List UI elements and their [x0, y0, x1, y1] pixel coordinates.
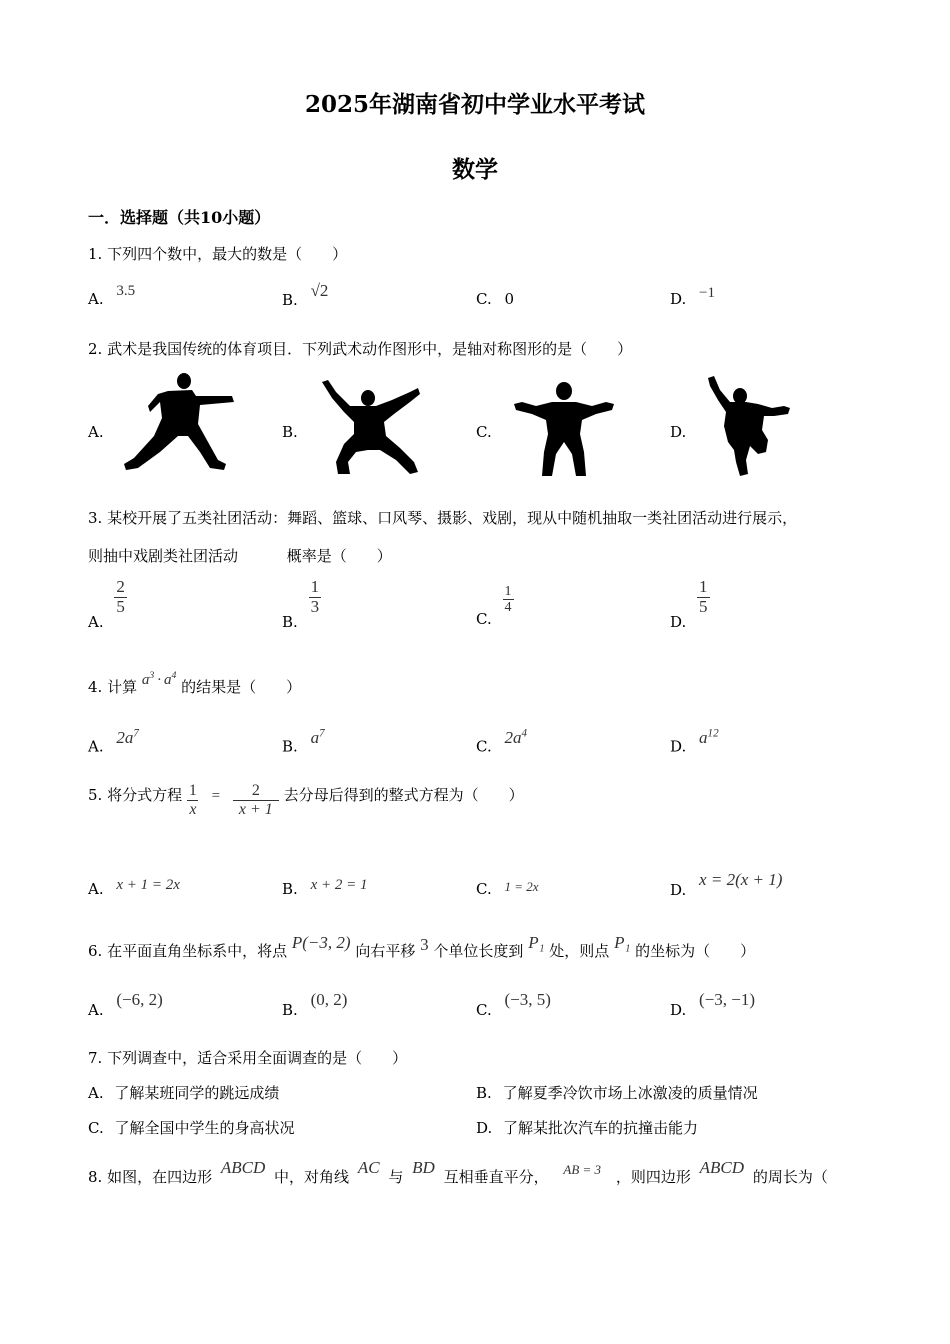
point-p1: P₁	[614, 933, 631, 952]
stem-part: ，则四边形	[615, 1168, 691, 1186]
option-label: B.	[282, 1001, 298, 1019]
stem-part: 中，对角线	[274, 1168, 350, 1186]
option-value: x = 2(x + 1)	[699, 870, 783, 889]
exponent: 4	[521, 727, 528, 739]
numerator: 1	[504, 584, 512, 599]
quadrilateral-name: ABCD	[699, 1158, 745, 1177]
option-label: A.	[88, 1084, 104, 1102]
stem-part: 则抽中戏剧类社团活动	[88, 547, 239, 565]
q2-option-c-label: C.	[476, 423, 492, 441]
question-4-stem	[88, 670, 302, 697]
stem-part: 的坐标为（ ）	[635, 942, 756, 960]
denominator: 5	[699, 596, 708, 616]
denominator: 4	[504, 600, 512, 616]
option-label: C.	[476, 880, 492, 898]
quadrilateral-name: ABCD	[220, 1158, 266, 1177]
question-2-stem: 2. 武术是我国传统的体育项目．下列武术动作图形中，是轴对称图形的是（ ）	[88, 340, 633, 358]
option-value	[699, 728, 719, 747]
fraction	[309, 578, 322, 616]
option-label: C.	[476, 609, 492, 628]
option-label: C.	[476, 1001, 492, 1019]
question-3-stem-line1: 3. 某校开展了五类社团活动：舞蹈、篮球、口风琴、摄影、戏剧，现从中随机抽取一类社团活动进行展示，	[88, 509, 798, 527]
subject-title: 数学	[452, 156, 498, 183]
denominator: 3	[310, 596, 320, 616]
stem-part: 处，则点	[549, 942, 610, 960]
option-value: 1 = 2x	[504, 879, 539, 894]
option-label: D.	[476, 1119, 493, 1137]
q4-option-b	[282, 727, 325, 757]
option-label: A.	[88, 613, 104, 632]
numerator: 2	[116, 577, 125, 596]
exponent: 3	[149, 670, 155, 681]
option-label: B.	[282, 291, 298, 309]
question-7-stem: 7. 下列调查中，适合采用全面调查的是（ ）	[88, 1049, 408, 1067]
q2-option-a-label: A.	[88, 423, 104, 441]
q5-option-a	[88, 877, 180, 899]
q2-option-b-label: B.	[282, 423, 298, 441]
question-6-stem	[88, 933, 756, 961]
stem-part: 8. 如图，在四边形	[88, 1168, 213, 1186]
q2-option-d-label: D.	[670, 423, 687, 441]
coefficient: 2	[116, 727, 125, 747]
option-label: D.	[670, 1001, 687, 1019]
stem-part: 5. 将分式方程	[88, 786, 183, 805]
option-label: C.	[88, 1119, 104, 1137]
option-label: C.	[476, 737, 492, 756]
option-label: D.	[670, 290, 687, 308]
equals-sign: =	[211, 788, 221, 805]
option-label: B.	[282, 613, 298, 632]
exam-title: 2025年湖南省初中学业水平考试	[304, 91, 645, 118]
stem-part: 向右平移	[355, 942, 416, 960]
question-3-stem-line2	[88, 545, 392, 566]
base: a	[141, 672, 150, 688]
q1-option-d	[670, 285, 716, 309]
exponent: 7	[133, 727, 139, 739]
q6-option-b	[282, 990, 348, 1020]
stem-part: 4. 计算	[88, 678, 138, 696]
fraction	[114, 578, 127, 616]
martial-arts-figure-d	[706, 376, 792, 478]
option-value: (−3, 5)	[504, 990, 551, 1009]
stem-part: 与	[388, 1168, 404, 1186]
q4-option-c	[476, 727, 528, 757]
q3-option-c	[476, 584, 514, 628]
q7-option-a	[88, 1082, 279, 1103]
option-label: A.	[88, 737, 104, 756]
numerator: 1	[188, 782, 197, 799]
option-value: (0, 2)	[310, 990, 348, 1009]
martial-arts-figure-a	[120, 372, 238, 474]
fraction	[697, 578, 710, 616]
shift-amount: 3	[420, 935, 429, 954]
numerator: 2	[251, 782, 260, 799]
side-length: AB = 3	[563, 1162, 602, 1177]
option-value: 3.5	[116, 283, 136, 299]
option-value	[116, 728, 139, 747]
q4-option-d	[670, 727, 719, 757]
option-value: 了解某班同学的跳远成绩	[114, 1084, 280, 1102]
option-label: A.	[88, 880, 104, 898]
q1-option-c	[476, 290, 514, 308]
option-label: A.	[88, 290, 104, 308]
option-label: B.	[282, 880, 298, 898]
stem-part: 6. 在平面直角坐标系中，将点	[88, 942, 288, 960]
numerator: 1	[310, 577, 320, 596]
option-value	[311, 728, 325, 747]
option-value: 了解某批次汽车的抗撞击能力	[503, 1119, 699, 1137]
coefficient: 2	[504, 727, 513, 747]
point-p1: P₁	[528, 933, 545, 952]
option-label: B.	[282, 737, 298, 756]
base: a	[164, 672, 172, 688]
section-heading: 一．选择题（共10小题）	[88, 208, 271, 227]
denominator: 5	[116, 596, 125, 616]
stem-part: 去分母后得到的整式方程为（ ）	[283, 786, 524, 805]
q3-option-a	[88, 577, 127, 632]
expression	[142, 672, 177, 688]
rhs-fraction	[233, 782, 279, 818]
q7-option-c	[88, 1117, 295, 1138]
q1-option-a	[88, 283, 136, 309]
option-value: −1	[699, 285, 716, 301]
option-value	[505, 728, 528, 747]
q3-option-d	[670, 577, 710, 632]
q7-option-d	[476, 1117, 698, 1138]
option-value: (−6, 2)	[116, 990, 163, 1009]
option-label: D.	[670, 613, 687, 632]
diagonal-ac: AC	[357, 1158, 380, 1177]
option-value: 了解夏季冷饮市场上冰激凌的质量情况	[502, 1084, 758, 1102]
numerator: 1	[699, 577, 708, 596]
q5-option-c	[476, 880, 539, 898]
point-p: P(−3, 2)	[291, 933, 351, 952]
option-value: 0	[504, 290, 515, 308]
martial-arts-figure-b	[318, 378, 424, 476]
stem-part: 互相垂直平分，	[443, 1168, 549, 1186]
option-label: C.	[476, 290, 492, 308]
exponent: 7	[319, 727, 325, 739]
question-5-stem	[88, 782, 524, 818]
q5-option-b	[282, 877, 368, 899]
stem-part: 的结果是（ ）	[181, 678, 302, 696]
stem-part: 的周长为（	[752, 1168, 828, 1186]
stem-part: 概率是（ ）	[286, 547, 392, 565]
base: a	[513, 727, 522, 747]
q1-option-b	[282, 281, 329, 310]
base: a	[310, 727, 320, 747]
fraction	[503, 584, 514, 616]
q7-option-b	[476, 1082, 758, 1103]
denominator: x + 1	[233, 800, 279, 819]
stem-part: 个单位长度到	[433, 942, 524, 960]
martial-arts-figure-c	[512, 382, 616, 478]
option-label: D.	[670, 737, 687, 756]
diagonal-bd: BD	[412, 1158, 435, 1177]
dot-operator: ·	[157, 672, 161, 688]
option-value: 了解全国中学生的身高状况	[114, 1119, 295, 1137]
q3-option-b	[282, 577, 321, 632]
lhs-fraction	[187, 782, 199, 818]
option-label: A.	[88, 1001, 104, 1019]
exponent: 4	[171, 670, 177, 681]
option-value: (−3, −1)	[699, 990, 756, 1009]
q6-option-d	[670, 990, 756, 1020]
option-value: x + 1 = 2x	[116, 877, 180, 893]
q5-option-d	[670, 870, 783, 900]
exponent: 12	[707, 727, 719, 739]
q6-option-a	[88, 990, 163, 1020]
option-label: D.	[670, 881, 687, 899]
option-label: B.	[476, 1084, 492, 1102]
option-value: x + 2 = 1	[310, 877, 368, 893]
denominator: x	[189, 800, 197, 818]
option-value: √2	[310, 281, 329, 300]
base: a	[699, 727, 708, 747]
question-8-stem	[88, 1158, 828, 1187]
base: a	[124, 727, 134, 747]
q4-option-a	[88, 727, 139, 757]
question-1-stem: 1. 下列四个数中，最大的数是（ ）	[88, 245, 348, 263]
q6-option-c	[476, 990, 551, 1020]
